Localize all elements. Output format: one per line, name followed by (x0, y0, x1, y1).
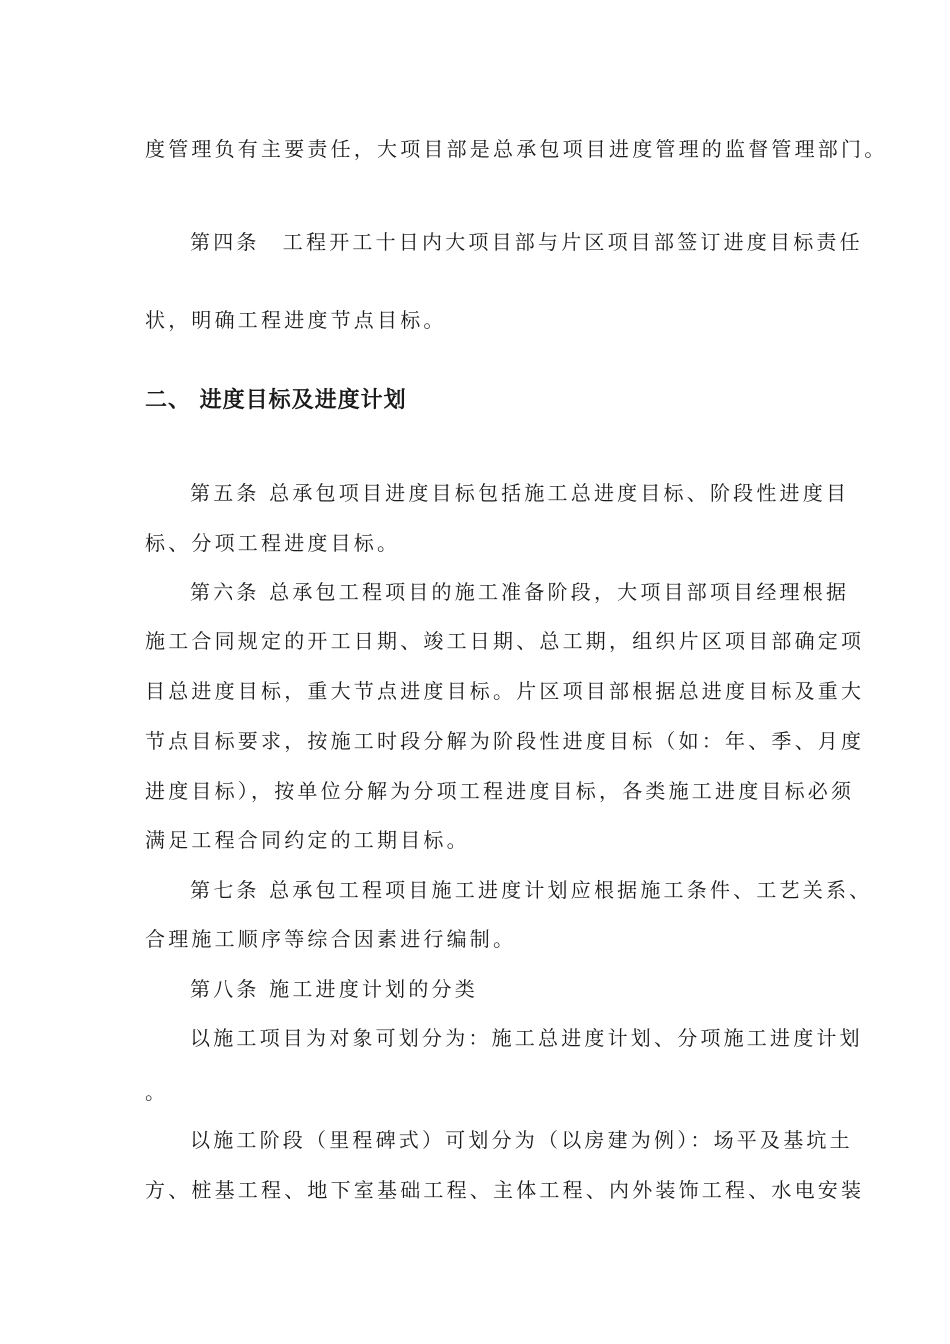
article-8-line: 第八条 施工进度计划的分类 (190, 977, 478, 1001)
paragraph-line: 以施工项目为对象可划分为：施工总进度计划、分项施工进度计划 (190, 1026, 863, 1050)
paragraph-line: 标、分项工程进度目标。 (145, 531, 401, 555)
article-4-line: 第四条 工程开工十日内大项目部与片区项目部签订进度目标责任 (190, 230, 863, 254)
paragraph-line: 节点目标要求，按施工时段分解为阶段性进度目标（如：年、季、月度 (145, 729, 865, 753)
paragraph-line: 施工合同规定的开工日期、竣工日期、总工期，组织片区项目部确定项 (145, 629, 865, 653)
article-5-line: 第五条 总承包项目进度目标包括施工总进度目标、阶段性进度目 (190, 481, 850, 505)
paragraph-line: 合理施工顺序等综合因素进行编制。 (145, 927, 517, 951)
paragraph-line: 度管理负有主要责任，大项目部是总承包项目进度管理的监督管理部门。 (145, 137, 888, 161)
article-7-line: 第七条 总承包工程项目施工进度计划应根据施工条件、工艺关系、 (190, 878, 873, 902)
section-heading: 二、 进度目标及进度计划 (145, 388, 407, 413)
article-6-line: 第六条 总承包工程项目的施工准备阶段，大项目部项目经理根据 (190, 580, 850, 604)
paragraph-line: 以施工阶段（里程碑式）可划分为（以房建为例）：场平及基坑土 (190, 1128, 853, 1152)
paragraph-line: 满足工程合同约定的工期目标。 (145, 828, 470, 852)
paragraph-line: 进度目标），按单位分解为分项工程进度目标，各类施工进度目标必须 (145, 779, 855, 803)
paragraph-line: 。 (145, 1080, 169, 1104)
paragraph-line: 目总进度目标，重大节点进度目标。片区项目部根据总进度目标及重大 (145, 679, 865, 703)
paragraph-line: 方、桩基工程、地下室基础工程、主体工程、内外装饰工程、水电安装 (145, 1178, 865, 1202)
paragraph-line: 状，明确工程进度节点目标。 (145, 308, 447, 332)
